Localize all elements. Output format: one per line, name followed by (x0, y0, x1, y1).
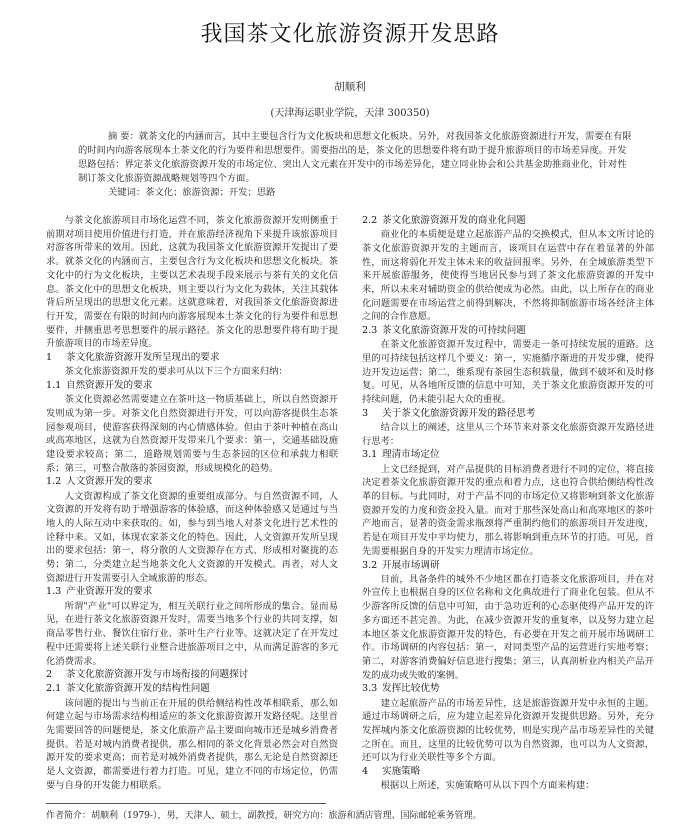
heading-text: 发挥比较优势 (382, 683, 440, 695)
heading-number: 1 (46, 352, 53, 364)
heading-text: 茶文化旅游资源开发所呈现出的要求 (66, 352, 220, 364)
body-paragraph: 商业化的本质便是建立起旅游产品的交换模式，但从本文所讨论的茶文化旅游资源开发的主题而言，该项目在运营中存在着显著的外部性，而这将弱化开发主体未来的收益回报率。另外，在全域旅游类型下来开展旅游服务，使使得当地居民参与到了茶文化旅游资源的开发中来，所以未来对辅助资金的供给便成为必然。由此，以上所存在的商业化问题需要在市场运营之前得到解决，不然将抑制旅游市场各经济主体之间的合作意愿。 (362, 229, 654, 323)
subsection-heading (362, 214, 654, 228)
heading-text: 关于茶文化旅游资源开发的路径思考 (382, 407, 536, 419)
body-paragraph: 在茶文化旅游资源开发过程中，需要走一条可持续发展的道路。这里的可持续包括这样几个要义：第一，实施循序渐进的开发步骤，使得边开发边运营；第二，维系现有茶园生态积载量，做到不破坏和及时修复。可见，从各地所反馈的信息中可知，关于茶文化旅游资源开发的可持续问题，仍未能引起大众的重视。 (362, 339, 654, 406)
heading-number: 3.1 (362, 449, 378, 461)
heading-text: 人文资源开发的要求 (66, 476, 153, 488)
heading-text: 理清市场定位 (382, 449, 440, 461)
subsection-heading (362, 682, 654, 696)
heading-number: 1.1 (46, 379, 62, 391)
subsection-heading (362, 324, 654, 338)
footnote-rule (46, 803, 326, 804)
subsection-heading (362, 559, 654, 573)
heading-text: 茶文化旅游资源开发的可持续问题 (382, 325, 526, 337)
subsection-heading (46, 475, 338, 489)
heading-number: 3 (362, 407, 369, 419)
heading-number: 3.3 (362, 683, 378, 695)
heading-number: 3.2 (362, 559, 378, 571)
body-paragraph: 茶文化旅游资源开发的要求可从以下三个方面来归纳： (64, 366, 288, 378)
left-column (46, 214, 338, 793)
body-paragraph: 茶文化资源必然需要建立在茶叶这一物质基础上，所以自然资源开发则成为第一步。对茶文化自然资源进行开发，可以向游客提供生态茶园参观项目，使游客获得深刻的内心情感体验。但由于茶叶种植在高山或高寒地区，这就为自然资源开发带来几个要求：第一，交通基础设施建设要求较高；第二，道路规划需要与生态茶园的区位和承载力相联系；第三，可整合散落的茶园资源，形成规模化的趋势。 (46, 394, 338, 474)
body-paragraph: 建立起旅游产品的市场差异性，这是旅游资源开发中永恒的主题。通过市场调研之后，应为建立起差异化资源开发提供思路。另外，充分发挥城内茶文化旅游资源的比较优势，则是实现产品市场差异性的关键之所在。而且，这里的比较优势可以为自然资源，也可以为人文资源，还可以为行业关联性等多个方面。 (362, 697, 654, 764)
heading-number: 2.2 (362, 215, 378, 226)
right-column (362, 214, 654, 793)
footnote-author-bio: 作者简介：胡顺利（1979-），男，天津人，硕士，副教授，研究方向：旅游和酒店管理、国际邮轮乘务管理。 (46, 811, 482, 821)
body-paragraph: 人文资源构成了茶文化资源的重要组成部分。与自然资源不同，人文资源的开发将有助于增强游客的体验感，而这种体验感又是通过与当地人的人际互动中来获取的。如，参与到当地人对茶文化进行艺术性的诠释中来。又如，体现农家茶文化的特色。因此，人文资源开发所呈现出的要求包括：第一，将分散的人文资源存在方式、形成相对聚拢的态势；第二，分类建立起当地茶文化人文资源的开发模式。再者，对人文资源进行开发需要引入全域旅游的形态。 (46, 490, 338, 584)
body-paragraph: 目前，具备条件的城外不少地区都在打造茶文化旅游项目，并在对外宣传上也根据自身的区位名称和文化典故进行了商业化包装。但从不少游客所反馈的信息中可知，由于急功近利的心态驱使得产品开发的许多方面还不甚完善。为此，在减少资源开发的重复率，以及努力建立起本地区茶文化旅游资源开发的特色，有必要在开发之前开展市场调研工作。市场调研的内容包括：第一，对同类型产品的运营进行实地考察；第二，对游客消费偏好信息进行搜集；第三，认真剖析业内相关产品开发的成功或失败的案例。 (362, 573, 654, 681)
paper-title: 我国茶文化旅游资源开发思路 (200, 22, 500, 47)
author-name: 胡顺利 (334, 81, 366, 93)
body-paragraph: 根据以上所述，实施策略可从以下四个方面来构建： (380, 780, 595, 792)
heading-number: 2.3 (362, 325, 378, 337)
keywords: 关键词：茶文化；旅游资源；开发；思路 (108, 187, 276, 198)
heading-text: 茶文化旅游资源开发的结构性问题 (66, 683, 210, 695)
abstract: 摘 要：就茶文化的内涵而言，其中主要包含行为文化板块和思想文化板块。另外，对我国茶文化旅游资源进行开发，需要在有限的时间内向游客展现本土茶文化的行为要件和思想要件。需要指出的是，茶文化的思想要件将有助于提升旅游项目的市场差异度。开发思路包括：界定茶文化旅游资源开发的市场定位、突出人文元素在开发中的市场差异化，建立同业协会和公共基金助推商业化，针对性制订茶文化旅游资源战略规划等四个方面。 (78, 131, 632, 184)
heading-text: 产业资源开发的要求 (66, 586, 153, 598)
body-paragraph: 该问题的提出与当前正在开展的供给侧结构性改革相联系，那么如何建立起与市场需求结构相适应的茶文化旅游资源开发路径呢。这里首先需要回答的问题便是，茶文化旅游产品主要面向城市还是城乡消费者提供。若是对城内消费者提供，那么相同的茶文化背景必然会对自然资源开发的要求更高；而若是对城外消费者提供，那么无论是自然资源还是人文资源，都需要进行着力打造。可见，建立不同的市场定位，仍需要与自身的开发能力相联系。 (46, 697, 338, 791)
heading-number: 1.3 (46, 586, 62, 598)
section-heading (362, 407, 654, 421)
heading-number: 2 (46, 669, 53, 681)
heading-number: 2.1 (46, 683, 62, 695)
heading-text: 开展市场调研 (382, 559, 440, 571)
section-heading (362, 765, 654, 779)
heading-text: 实施策略 (382, 766, 421, 778)
body-paragraph: 与茶文化旅游项目市场化运营不同，茶文化旅游资源开发则侧重于前期对项目使用价值进行打造，并在旅游经济视角下来提升该旅游项目对游客所带来的效用。因此，这就为我国茶文化旅游资源开发提出了要求。就茶文化的内涵而言，主要包含行为文化板块和思想文化板块。茶文化中的行为文化板块，主要以艺术表现手段来展示与茶有关的文化信息。茶文化中的思想文化板块，则主要以行为文化为载体，关注其载体背后所呈现出的思想文化元素。这就意味着，对我国茶文化旅游资源进行开发，需要在有限的时间内向游客展现本土茶文化的行为要件和思想要件，并侧重思考思想要件的展示路径。茶文化的思想要件将有助于提升旅游项目的市场差异度。 (46, 215, 338, 350)
subsection-heading (362, 448, 654, 462)
body-paragraph: 所谓"产业"可以界定为，相互关联行业之间所形成的集合。显而易见，在进行茶文化旅游资源开发时，需要当地多个行业的共同支撑，如商品零售行业、餐饮住宿行业、茶叶生产行业等。这就决定了在开发过程中还需要将上述关联行业整合进旅游项目之中，从而满足游客的多元化消费需求。 (46, 600, 338, 667)
subsection-heading (46, 585, 338, 599)
section-heading (46, 351, 338, 365)
section-heading (46, 668, 338, 682)
subsection-heading (46, 682, 338, 696)
body-paragraph: 上文已经提到，对产品提供的目标消费者进行不同的定位，将直接决定着茶文化旅游资源开发的重点和着力点，这也符合供给侧结构性改革的目标。与此同时，对于产品不同的市场定位又将影响到茶文化旅游资源开发的力度和资金投入量。而对于那些深处高山和高寒地区的茶叶产地而言，显著的资金需求瓶颈将严重制约他们的旅游项目开发进度，若是在项目开发中平均使力，那么将影响到重点环节的打造。可见，首先需要根据自身的开发实力理清市场定位。 (362, 463, 654, 557)
subsection-heading (46, 379, 338, 393)
heading-number: 4 (362, 766, 369, 778)
heading-text: 茶文化旅游资源开发与市场衔接的问题探讨 (66, 669, 249, 681)
body-paragraph: 结合以上的阐述，这里从三个环节来对茶文化旅游资源开发路径进行思考： (362, 422, 654, 447)
heading-text: 自然资源开发的要求 (66, 379, 153, 391)
heading-text: 茶文化旅游资源开发的商业化问题 (382, 215, 526, 226)
heading-number: 1.2 (46, 476, 62, 488)
author-affiliation: (天津海运职业学院，天津 300350) (270, 108, 430, 119)
